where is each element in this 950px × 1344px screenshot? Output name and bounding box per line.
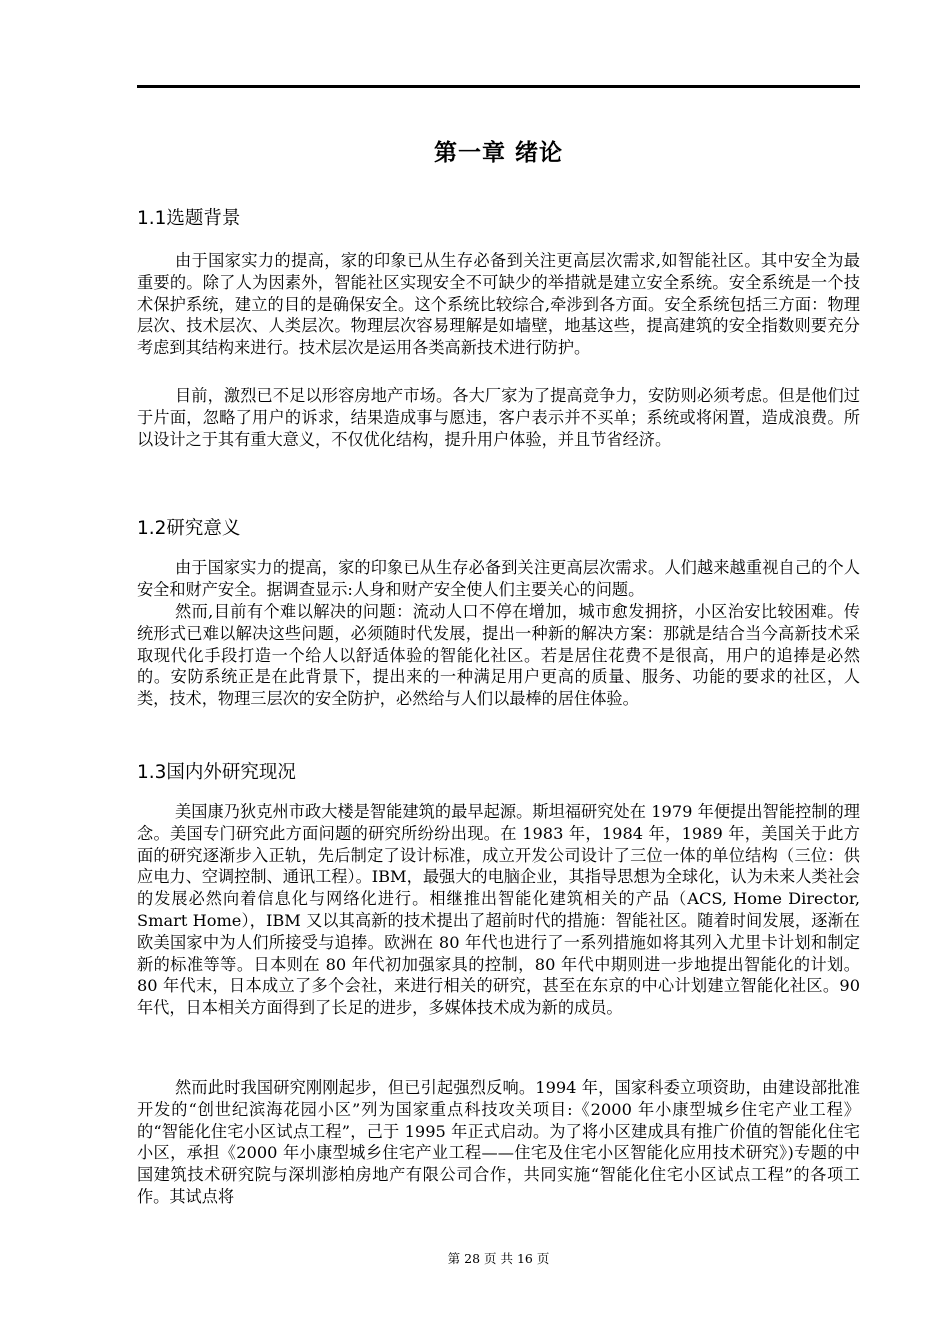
paragraph-1-3-b: 然而此时我国研究刚刚起步，但已引起强烈反响。1994 年，国家科委立项资助，由建设部批准开发的“创世纪滨海花园小区”列为国家重点科技攻关项目:《2000 年小康型城乡住宅产业工程》的“智能化住宅小区试点工程”，己于 1995 年正式启动。为了将小区建成具有推广价值的智能化住宅小区，承担《2000 年小康型城乡住宅产业工程——住宅及住宅小区智能化应用技术研究》)专题的中国建筑技术研究院与深圳澎柏房地产有限公司合作，共同实施“智能化住宅小区试点工程”的各项工作。其试点将 <box>137 1078 860 1206</box>
paragraph-1-1-a: 由于国家实力的提高，家的印象已从生存必备到关注更高层次需求,如智能社区。其中安全为最重要的。除了人为因素外，智能社区实现安全不可缺少的举措就是建立安全系统。安全系统是一个技术保护系统，建立的目的是确保安全。这个系统比较综合,牵涉到各方面。安全系统包括三方面：物理层次、技术层次、人类层次。物理层次容易理解是如墙壁，地基这些，提高建筑的安全指数则要充分考虑到其结构来进行。技术层次是运用各类高新技术进行防护。 <box>137 251 860 358</box>
paragraph-1-2-a: 由于国家实力的提高，家的印象已从生存必备到关注更高层次需求。人们越来越重视自己的个人安全和财产安全。据调查显示:人身和财产安全使人们主要关心的问题。 <box>137 558 860 599</box>
page-footer: 第 28 页 共 16 页 <box>447 1251 550 1266</box>
section-heading-1-2: 1.2研究意义 <box>137 518 241 539</box>
header-rule <box>137 85 860 88</box>
paragraph-1-2-b: 然而,目前有个难以解决的问题：流动人口不停在增加，城市愈发拥挤，小区治安比较困难。传统形式已难以解决这些问题，必须随时代发展，提出一种新的解决方案：那就是结合当今高新技术采取现代化手段打造一个给人以舒适体验的智能化社区。若是居住花费不是很高，用户的追捧是必然的。安防系统正是在此背景下，提出来的一种满足用户更高的质量、服务、功能的要求的社区，人类，技术，物理三层次的安全防护，必然给与人们以最棒的居住体验。 <box>137 602 860 709</box>
paragraph-1-3-a: 美国康乃狄克州市政大楼是智能建筑的最早起源。斯坦福研究处在 1979 年便提出智能控制的理念。美国专门研究此方面问题的研究所纷纷出现。在 1983 年，1984 年，1989 年，美国关于此方面的研究逐渐步入正轨，先后制定了设计标准，成立开发公司设计了三位一体的单位结构（三位：供应电力、空调控制、通讯工程）。IBM，最强大的电脑企业，其指导思想为全球化，认为未来人类社会的发展必然向着信息化与网络化进行。相继推出智能化建筑相关的产品（ACS, Home Director, Smart Home），IBM 又以其高新的技术提出了超前时代的措施：智能社区。随着时间发展，逐渐在欧美国家中为人们所接受与追捧。欧洲在 80 年代也进行了一系列措施如将其列入尤里卡计划和制定新的标准等等。日本则在 80 年代初加强家具的控制，80 年代中期则进一步地提出智能化的计划。80 年代末，日本成立了多个会社，来进行相关的研究，甚至在东京的中心计划建立智能化社区。90 年代，日本相关方面得到了长足的进步，多媒体技术成为新的成员。 <box>137 802 860 1018</box>
chapter-title: 第一章 绪论 <box>433 140 563 166</box>
section-heading-1-3: 1.3国内外研究现况 <box>137 762 296 783</box>
section-heading-1-1: 1.1选题背景 <box>137 208 241 229</box>
paragraph-1-1-b: 目前，激烈已不足以形容房地产市场。各大厂家为了提高竞争力，安防则必须考虑。但是他们过于片面，忽略了用户的诉求，结果造成事与愿违，客户表示并不买单；系统或将闲置，造成浪费。所以设计之于其有重大意义，不仅优化结构，提升用户体验，并且节省经济。 <box>137 386 860 449</box>
